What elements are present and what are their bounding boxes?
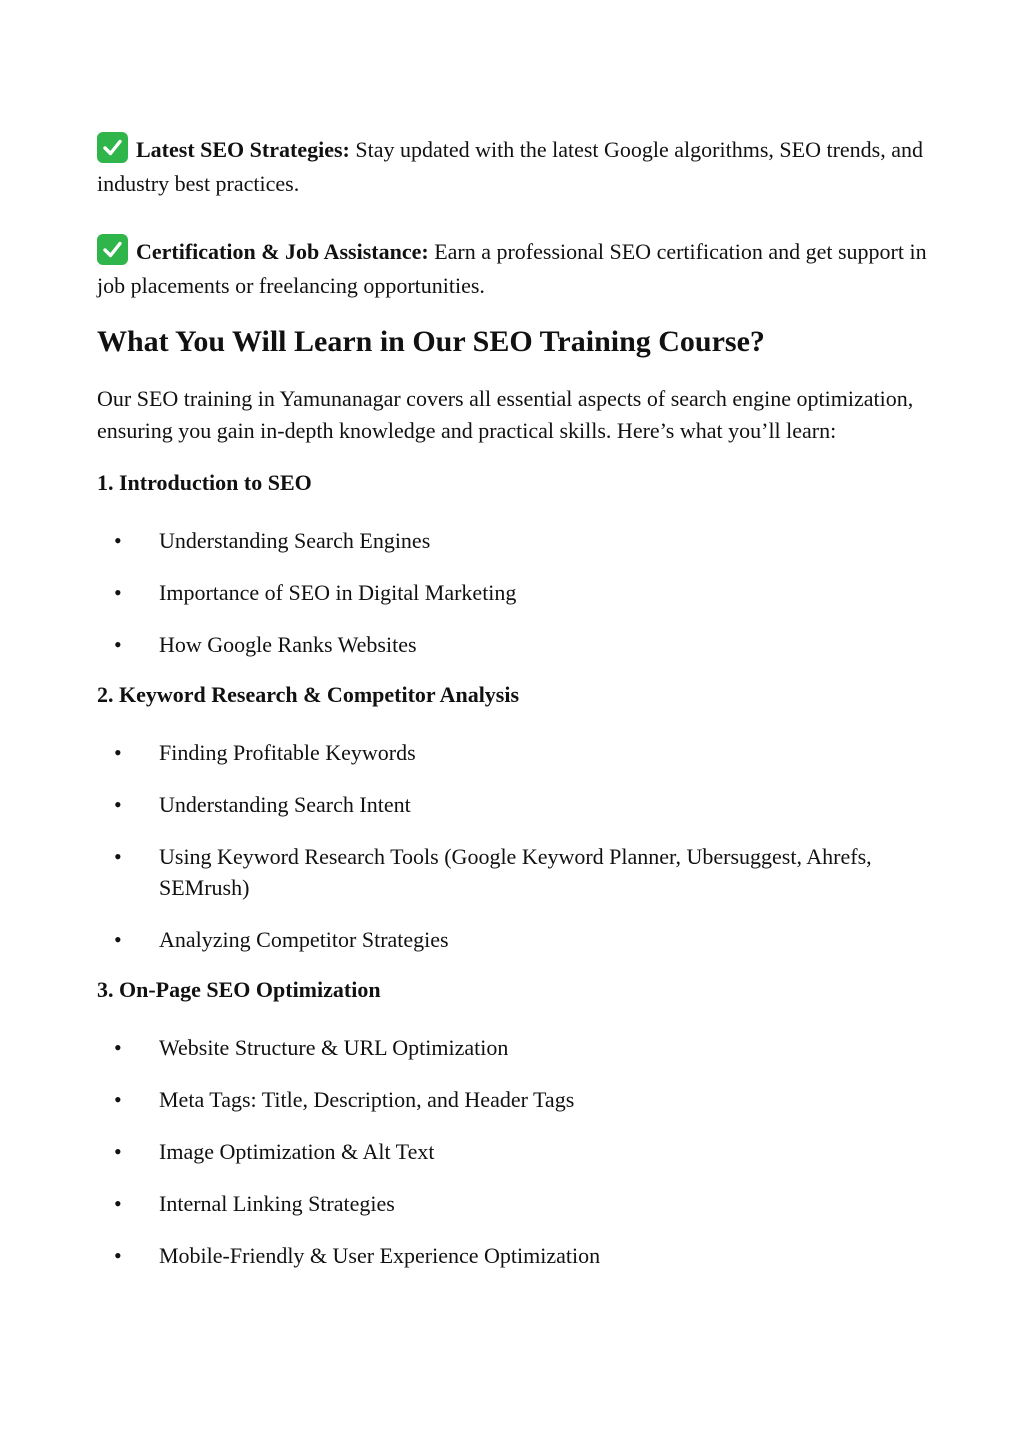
list-item-text: Analyzing Competitor Strategies	[159, 927, 449, 952]
list-item-text: Image Optimization & Alt Text	[159, 1139, 435, 1164]
section-list	[97, 525, 927, 660]
list-item	[97, 525, 927, 556]
check-mark-icon	[97, 234, 128, 265]
list-item-text: Mobile-Friendly & User Experience Optimization	[159, 1243, 601, 1268]
list-item	[97, 924, 927, 955]
bullet-icon: •	[114, 740, 122, 765]
intro-paragraph: Our SEO training in Yamunanagar covers all essential aspects of search engine optimization, ensuring you gain in-depth knowledge and practical skills. Here’s what you’ll learn:	[97, 386, 914, 443]
list-item-text: Understanding Search Intent	[159, 792, 411, 817]
document-page	[97, 132, 927, 1271]
section-list	[97, 1032, 927, 1271]
section-list	[97, 737, 927, 955]
bullet-icon: •	[114, 528, 122, 553]
list-item	[97, 789, 927, 820]
bullet-icon: •	[114, 580, 122, 605]
list-item-text: Understanding Search Engines	[159, 528, 431, 553]
list-item-text: Internal Linking Strategies	[159, 1191, 395, 1216]
list-item	[97, 1136, 927, 1167]
list-item	[97, 1084, 927, 1115]
bullet-icon: •	[114, 1087, 122, 1112]
bullet-icon: •	[114, 844, 122, 869]
bullet-icon: •	[114, 1035, 122, 1060]
feature-latest-seo	[97, 132, 927, 201]
bullet-icon: •	[114, 1191, 122, 1216]
bullet-icon: •	[114, 792, 122, 817]
bullet-icon: •	[114, 927, 122, 952]
feature-certification	[97, 234, 927, 303]
check-mark-icon	[97, 132, 128, 163]
list-item	[97, 577, 927, 608]
feature-title: Certification & Job Assistance:	[136, 239, 429, 264]
list-item-text: How Google Ranks Websites	[159, 632, 417, 657]
bullet-icon: •	[114, 1243, 122, 1268]
list-item-text: Finding Profitable Keywords	[159, 740, 416, 765]
feature-text: Stay updated with the latest Google algorithms, SEO trends, and industry best practices.	[97, 137, 923, 196]
list-item	[97, 1188, 927, 1219]
list-item	[97, 737, 927, 768]
list-item	[97, 841, 927, 903]
list-item	[97, 1240, 927, 1271]
section-title-on-page-seo: 3. On-Page SEO Optimization	[97, 977, 381, 1002]
section-title-introduction: 1. Introduction to SEO	[97, 470, 312, 495]
feature-text: Earn a professional SEO certification and get support in job placements or freelancing opportunities.	[97, 239, 927, 298]
list-item-text: Website Structure & URL Optimization	[159, 1035, 509, 1060]
list-item	[97, 1032, 927, 1063]
list-item	[97, 629, 927, 660]
list-item-text: Meta Tags: Title, Description, and Header Tags	[159, 1087, 575, 1112]
list-item-text: Using Keyword Research Tools (Google Keyword Planner, Ubersuggest, Ahrefs, SEMrush)	[159, 844, 872, 900]
section-title-keyword-research: 2. Keyword Research & Competitor Analysis	[97, 682, 520, 707]
list-item-text: Importance of SEO in Digital Marketing	[159, 580, 517, 605]
feature-title: Latest SEO Strategies:	[136, 137, 350, 162]
section-heading: What You Will Learn in Our SEO Training Course?	[97, 325, 765, 358]
bullet-icon: •	[114, 632, 122, 657]
bullet-icon: •	[114, 1139, 122, 1164]
